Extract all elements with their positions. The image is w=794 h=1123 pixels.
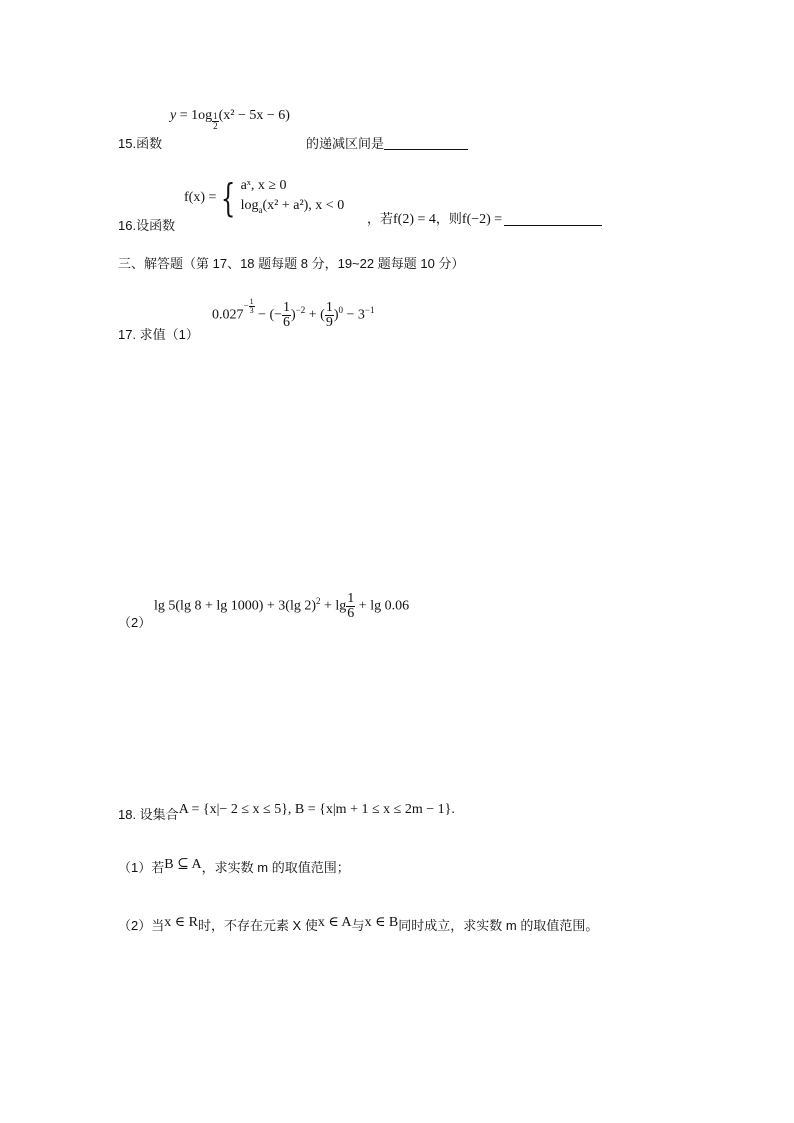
- q18-label: 18. 设集合: [118, 807, 179, 822]
- q17-expr1-c-tail: ): [333, 307, 339, 323]
- q17-expr1-exp: − $\frac{1}{3}$: [243, 297, 254, 315]
- q18-p2-text1: 时，不存在元素 X 使: [197, 918, 318, 933]
- q16-label: 16.设函数: [118, 218, 176, 233]
- q18-p2-text3: 同时成立，求实数 m 的取值范围。: [398, 918, 599, 933]
- q17-expr2-frac: [346, 592, 355, 621]
- q18-set-def: A = {x|− 2 ≤ x ≤ 5}, B = {x|m + 1 ≤ x ≤ 2m − 1}.: [178, 802, 455, 817]
- q16-case2-log: log: [240, 198, 259, 213]
- q16-case2-rest: (x² + a²), x < 0: [262, 198, 345, 213]
- q16-fx: f(x) =: [184, 189, 217, 205]
- q17-exp-den: 3: [249, 306, 254, 315]
- q17-frac-1-6-den: 6: [283, 314, 291, 330]
- q17-part2-label: （2）: [118, 615, 152, 630]
- q16-formula: [184, 176, 344, 220]
- q18-p1-label: （1）若: [118, 860, 165, 875]
- q18-p2-text2: 与: [351, 918, 365, 933]
- q17-expr2-frac-den: 6: [347, 606, 355, 621]
- q16-condition: f(2) = 4: [393, 212, 436, 227]
- q17-expr1-d: − 3: [346, 307, 365, 323]
- q17-expr2: [154, 592, 409, 621]
- q17-expr1-c: + (: [308, 307, 325, 323]
- q15-base-num: 1: [213, 111, 218, 121]
- q17-frac-1-9-num: 1: [325, 299, 333, 315]
- q17-expr1-c-exp: 0: [338, 304, 344, 315]
- q17-expr1-b-exp: −2: [295, 304, 306, 315]
- q18-p2-math3: x ∈ B: [364, 915, 399, 930]
- q17-expr1-base: 0.027: [212, 307, 244, 323]
- q17-expr2-b: + lg: [324, 598, 347, 614]
- q15-base-den: 2: [213, 121, 218, 131]
- q17-expr1-b: − (−: [258, 307, 283, 323]
- q17-expr1: [212, 298, 375, 330]
- q16-tail: [367, 208, 602, 228]
- q18-p2-math1: x ∈ R: [164, 915, 198, 930]
- q16-mid: ，若: [367, 211, 394, 226]
- q16-ask: f(−2) =: [461, 212, 503, 227]
- q17-label: 17. 求值（1）: [118, 327, 199, 342]
- q18-p2-math2: x ∈ A: [317, 915, 352, 930]
- section3-title: 三、解答题（第 17、18 题每题 8 分，19~22 题每题 10 分）: [118, 256, 465, 271]
- q15-answer-blank[interactable]: [384, 148, 468, 150]
- q18-part2: [118, 914, 598, 934]
- q17-frac-1-9-den: 9: [325, 314, 333, 330]
- q16-cases-brace: {: [221, 175, 236, 220]
- q15-suffix-text: 的递减区间是: [306, 136, 385, 151]
- q18-part1: [118, 856, 350, 876]
- q15-args: (x² − 5x − 6): [218, 108, 290, 123]
- q17-frac-1-6-num: 1: [283, 299, 291, 315]
- q17-expr2-a: lg 5(lg 8 + lg 1000) + 3(lg 2): [154, 598, 316, 614]
- q17-expr1-b-tail: ): [291, 307, 296, 323]
- q15-formula: y = 1og $\frac{1}{2}$ (x² − 5x − 6): [170, 108, 290, 131]
- q17-frac-1-9: [325, 301, 334, 330]
- q16-case1: aˣ, x ≥ 0: [240, 178, 287, 193]
- q17-exp-num: 1: [249, 297, 254, 306]
- q18-p1-text: ，求实数 m 的取值范围；: [201, 860, 350, 875]
- q16-case2-base: a: [258, 204, 263, 215]
- q15-suffix: [306, 133, 468, 152]
- q18-p2-label: （2）当: [118, 918, 165, 933]
- q17-expr1-d-exp: −1: [364, 304, 375, 315]
- q16-cases: [241, 176, 345, 220]
- q16-then: ，则: [435, 211, 462, 226]
- q17-expr2-c: + lg 0.06: [358, 598, 410, 614]
- q15-label: 15.函数: [118, 136, 163, 151]
- q16-answer-blank[interactable]: [504, 224, 602, 226]
- q17-frac-1-6: [282, 301, 291, 330]
- q18-line: [118, 801, 455, 823]
- q17-expr2-a-exp: 2: [316, 596, 321, 607]
- q17-expr2-frac-num: 1: [347, 591, 355, 606]
- q16-case2: [241, 196, 345, 220]
- q18-p1-math: B ⊆ A: [164, 857, 202, 872]
